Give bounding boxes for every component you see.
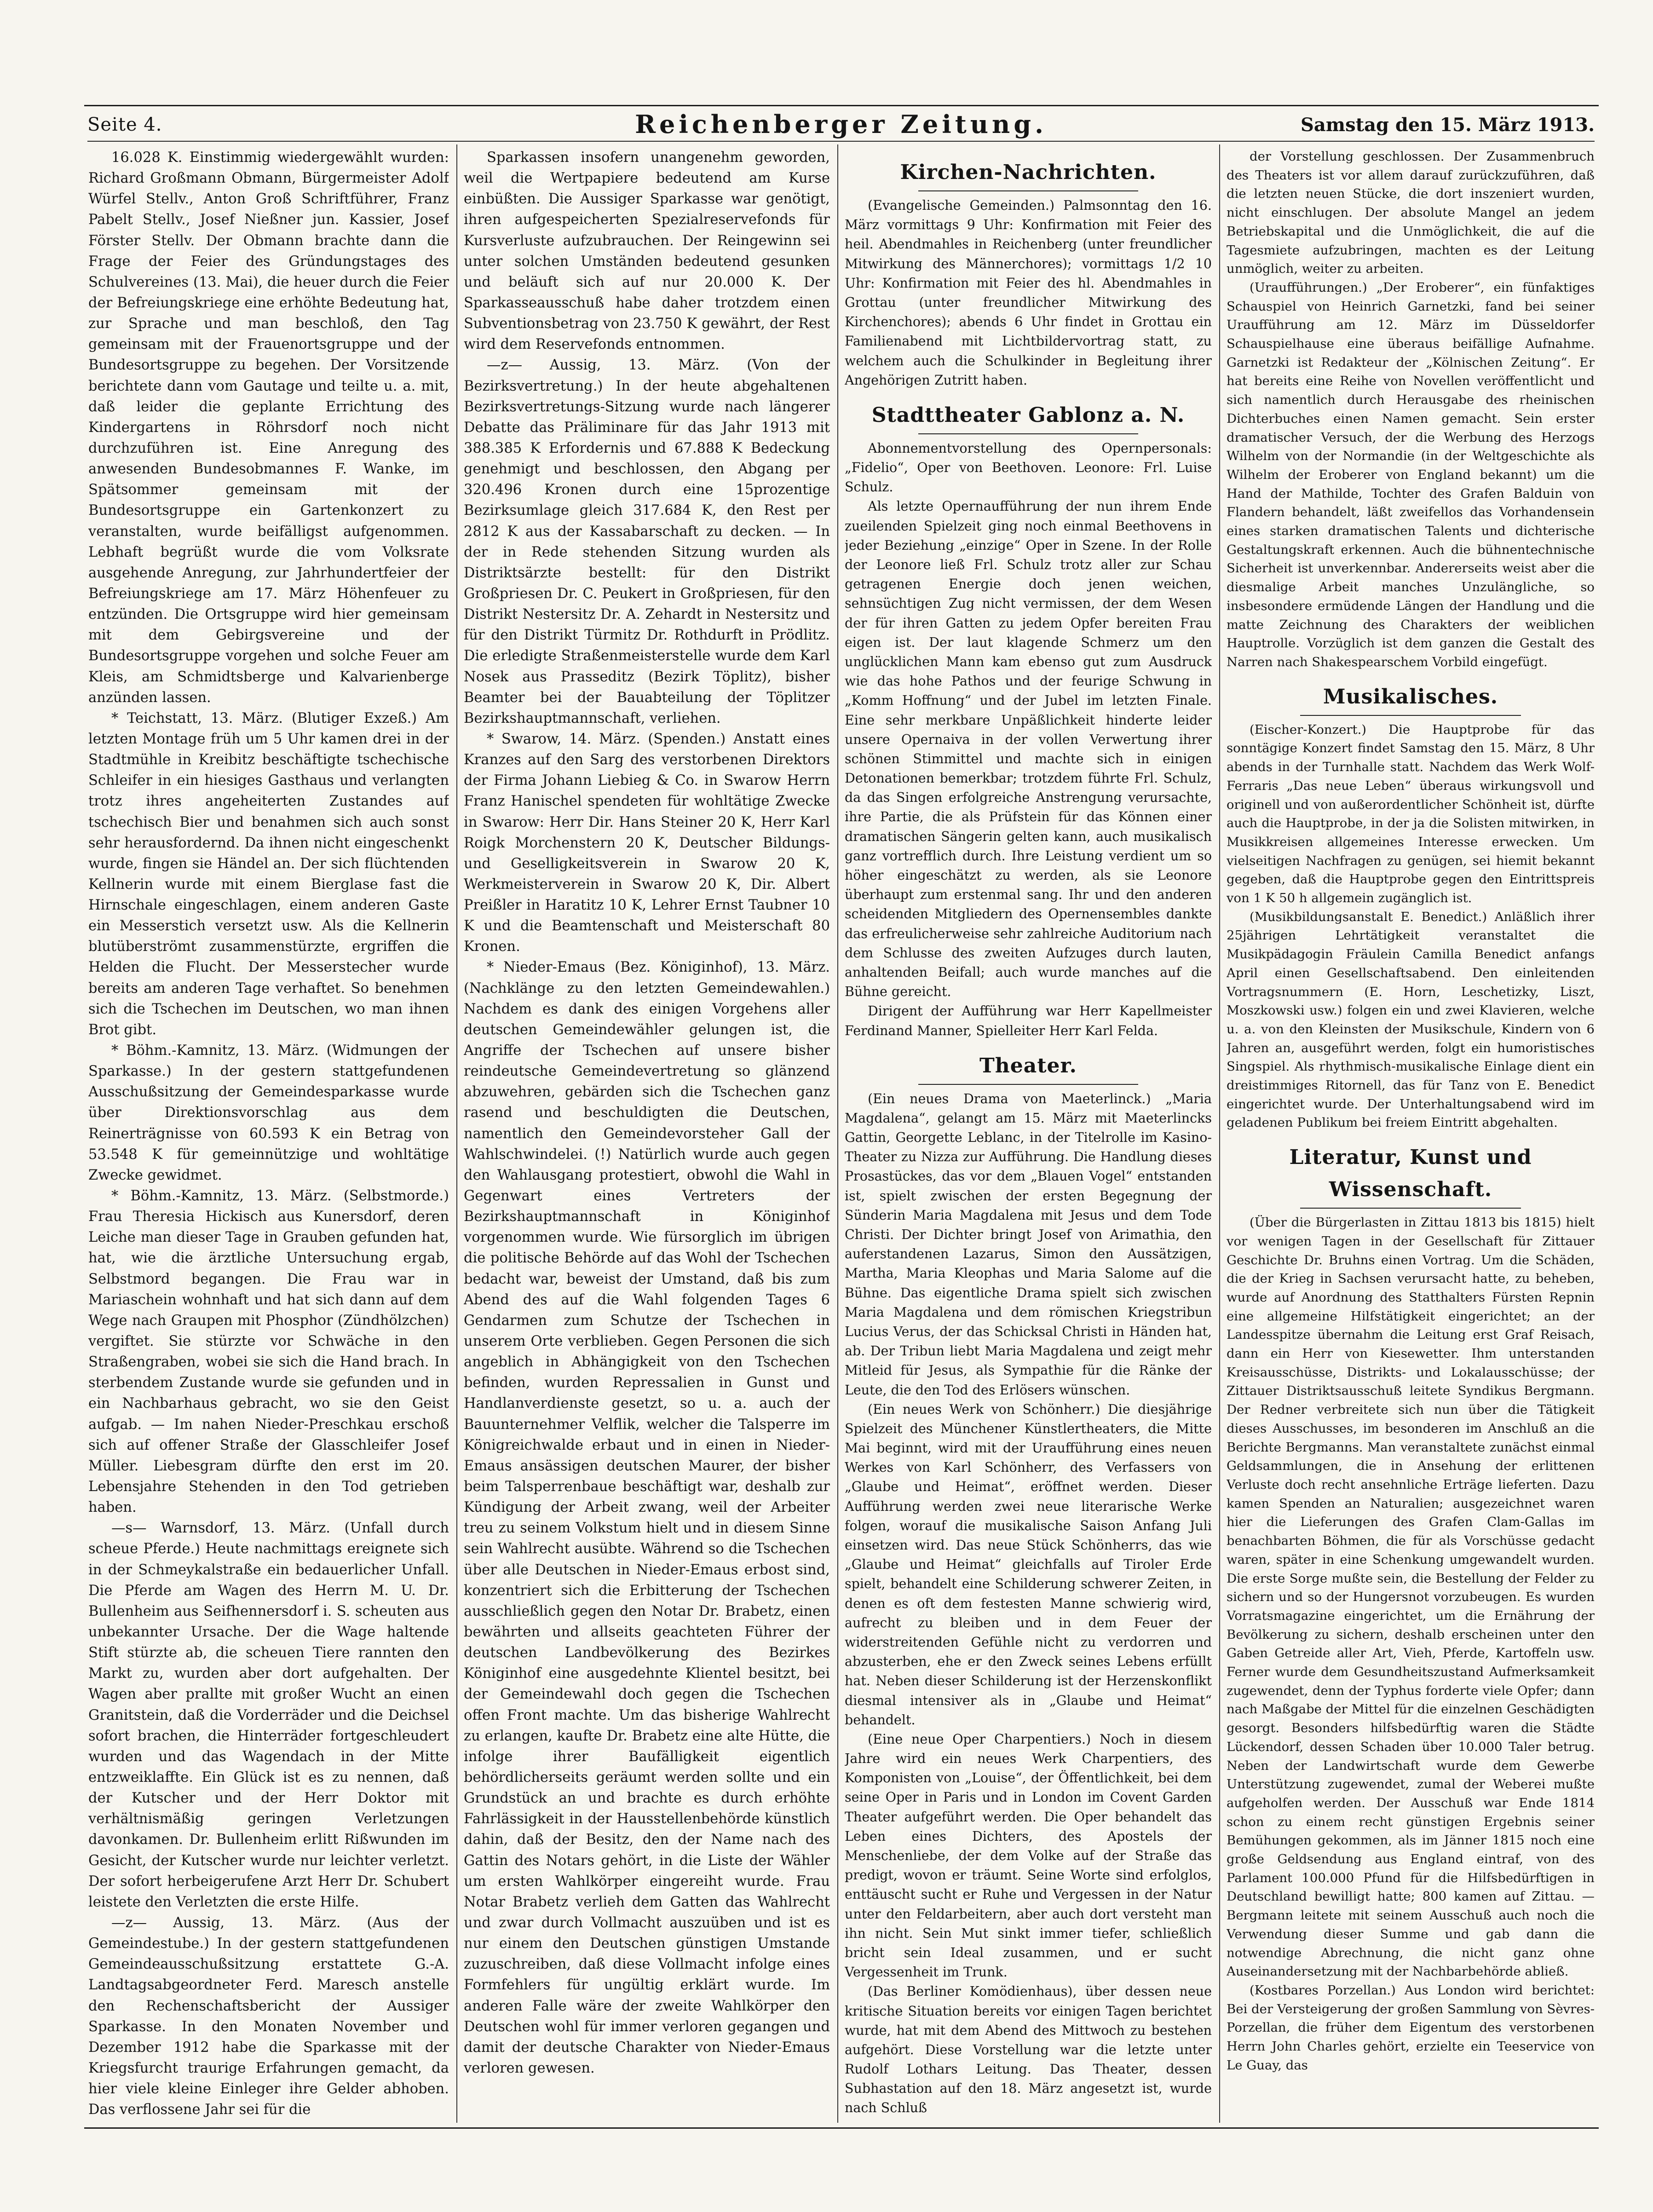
article-paragraph: * Nieder-Emaus (Bez. Königinhof), 13. März. (Nachklänge zu den letzten Gemeindewahlen.) Nachdem es dank des einigen Vorgehens aller deutschen Gemeindewähler gelungen ist, die Angriffe der Tschechen auf unsere bisher reindeutsche Gemeindevertretung so glänzend abzuwehren, gebärden sich die Tschechen ganz rasend und beschuldigten die Deutschen, namentlich den Gemeindevorsteher Gall der Wahlschwindelei. (!) Natürlich wurde auch gegen den Wahlausgang protestiert, obwohl die Wahl in Gegenwart eines Vertreters der Bezirkshauptmannschaft in Königinhof vorgenommen wurde. Wie fürsorglich im übrigen die politische Behörde auf das Wohl der Tschechen bedacht war, beweist der Umstand, daß bis zum Abend des auf die Wahl folgenden Tages 6 Gendarmen zum Schutze der Tschechen in unserem Orte verblieben. Gegen Personen die sich angeblich in Abhängigkeit von den Tschechen befinden, wurden Repressalien in Gunst und Handlanverdienste gesetzt, so u. a. auch der Bauunternehmer Velflik, welcher die Talsperre im Königreichwalde erbaut und in einen in Nieder-Emaus ansässigen deutschen Maurer, der bisher beim Talsperrenbaue beschäftigt war, deshalb zur Kündigung der Arbeit zwang, weil der Arbeiter treu zu seinem Volkstum hielt und in diesem Sinne sein Wahlrecht ausübte. Während so die Tschechen über alle Deutschen in Nieder-Emaus erbost sind, konzentriert sich die Erbitterung der Tschechen ausschließlich gegen den Notar Dr. Brabetz, einen bewährten und allseits geachteten Führer der deutschen Landbevölkerung des Bezirkes Königinhof eine ausgedehnte Klientel besitzt, bei der Gemeindewahl doch gegen die Tschechen offen Front machte. Um das bisherige Wahlrecht zu erlangen, kaufte Dr. Brabetz eine alte Hütte, die infolge ihrer Baufälligkeit eigentlich behördlicherseits geräumt werden sollte und ein Grundstück an und brachte es durch erhöhte Fahrlässigkeit in der Hausstellenbehörde künstlich dahin, daß der Besitz, den der Name nach des Gattin des Notars gehört, in die Liste der Wähler um ersten Wahlkörper eingereiht wurde. Frau Notar Brabetz verlieh dem Gatten das Wahlrecht und zwar durch Vollmacht auszuüben und ist es nur einem den Deutschen günstigen Umstande zuzuschreiben, daß diese Vollmacht infolge eines Formfehlers für ungültig erklärt wurde. Im anderen Falle wäre der zweite Wahlkörper den Deutschen wohl für immer verloren gegangen und damit der deutsche Charakter von Nieder-Emaus verloren gewesen. [464,959,830,2076]
section-rule [1300,1208,1521,1209]
article-paragraph: (Kostbares Porzellan.) Aus London wird berichtet: Bei der Versteigerung der großen Sammlung von Sèvres-Porzellan, die früher dem Eigentum des verstorbenen Herrn John Charles gehört, erzielte ein Teeservice von Le Guay, das [1227,1982,1595,2073]
section-rule [918,1084,1139,1085]
article-paragraph: —z— Aussig, 13. März. (Von der Bezirksvertretung.) In der heute abgehaltenen Bezirksvertretungs-Sitzung wurde nach längerer Debatte das Präliminare für das Jahr 1913 mit 388.385 K Erfordernis und 67.888 K Bedeckung genehmigt und beschlossen, den Abgang per 320.496 Kronen durch eine 15prozentige Bezirksumlage gleich 317.684 K, den Rest per 2812 K aus der Kassabarschaft zu decken. — In der in Rede stehenden Sitzung wurden als Distriktsärzte bestellt: für den Distrikt Großpriesen Dr. C. Peukert in Großpriesen, für den Distrikt Nestersitz Dr. A. Zehardt in Nestersitz und für den Distrikt Türmitz Dr. Rothdurft in Prödlitz. Die erledigte Straßenmeisterstelle wurde dem Karl Nosek aus Prasseditz (Bezirk Töplitz), bisher Beamter bei der Bauabteilung der Töplitzer Bezirkshauptmannschaft, verliehen. [464,357,830,726]
theater-continued [1227,147,1595,672]
column-divider [456,144,457,2123]
musik-text [1227,720,1595,1132]
article-paragraph: (Ein neues Werk von Schönherr.) Die diesjährige Spielzeit des Münchener Künstlertheaters, die Mitte Mai beginnt, wird mit der Uraufführung eines neuen Werkes von Karl Schönherr, des Verfassers von „Glaube und Heimat“, eröffnet werden. Dieser Aufführung werden zwei neue literarische Werke folgen, worauf die musikalische Saison Anfang Juli einsetzen wird. Das neue Stück Schönherrs, das wie „Glaube und Heimat“ gleichfalls auf Tiroler Erde spielt, behandelt eine Schilderung schwerer Zeiten, in denen es oft dem festesten Manne schwierig wird, aufrecht zu bleiben und in dem Feuer der widerstreitenden Gefühle nicht zu verdorren und abzusterben, ehe er den Zweck seines Lebens erfüllt hat. Neben dieser Schilderung ist der Herzenskonflikt diesmal intensiver als in „Glaube und Heimat“ behandelt. [845,1401,1212,1728]
article-paragraph: der Vorstellung geschlossen. Der Zusammenbruch des Theaters ist vor allem darauf zurückzuführen, daß die letzten neuen Stücke, die dort inszeniert wurden, nicht einschlugen. Der absolute Mangel an jedem Betriebskapital und die Unmöglichkeit, die auf die Tagesmiete aufzubringen, machten es der Leitung unmöglich, weiter zu arbeiten. [1227,149,1595,276]
article-paragraph: Sparkassen insofern unangenehm geworden, weil die Wertpapiere bedeutend am Kurse einbüßten. Die Aussiger Sparkasse war genötigt, ihren aufgespeicherten Spezialreservefonds für Kursverluste aufzubrauchen. Der Reingewinn sei unter solchen Umständen bedeutend gesunken und beläuft sich auf nur 20.000 K. Der Sparkasseausschuß habe daher trotzdem einen Subventionsbetrag von 23.750 K gewährt, der Rest wird dem Reservefonds entnommen. [464,150,830,353]
top-border [84,105,1599,106]
article-paragraph: Dirigent der Aufführung war Herr Kapellmeister Ferdinand Manner, Spielleiter Herr Karl Felda. [845,1003,1212,1038]
theater-text [845,1089,1212,2118]
column-1 [88,147,449,2121]
section-rule [918,190,1139,191]
article-paragraph: Als letzte Opernaufführung der nun ihrem Ende zueilenden Spielzeit ging noch einmal Beethovens in jeder Beziehung „einzige“ Oper in Szene. In der Rolle der Leonore ließ Frl. Schulz trotz aller zur Schau getragenen Energie doch jenen weichen, sehnsüchtigen Zug nicht vermissen, der dem Wesen der für ihren Gatten zu jedem Opfer bereiten Frau eigen ist. Der laut klagende Schmerz um den unglücklichen Mann kam ebenso gut zum Ausdruck wie das hohe Pathos und der feurige Schwung in „Komm Hoffnung“ und der Jubel im letzten Finale. Eine sehr merkbare Unpäßlichkeit hinderte leider unsere Opernaiva in der vollen Verwertung ihrer schönen Stimmittel und machte sich in einigen Detonationen bemerkbar; trotzdem führte Frl. Schulz, da das Singen erfolgreiche Anstrengung verursachte, ihre Partie, die als Prüfstein für das Können einer dramatischen Sängerin gelten kann, auch musikalisch ganz vortrefflich durch. Ihre Leistung verdient um so höher eingeschätzt zu werden, als sie Leonore überhaupt zum erstenmal sang. Ihr und den anderen scheidenden Mitgliedern des Opernensembles dankte das erfreulicherweise sehr zahlreiche Auditorium nach dem Schlusse des zweiten Aufzuges durch lauten, anhaltenden Beifall; auch wurde manches auf die Bühne gereicht. [845,499,1212,1000]
stadttheater-text [845,439,1212,1041]
article-paragraph: * Teichstatt, 13. März. (Blutiger Exzeß.) Am letzten Montage früh um 5 Uhr kamen drei in der Stadtmühle in Kreibitz beschäftigte tschechische Schleifer in ein hiesiges Gasthaus und verlangten trotz ihres angeheiterten Zustandes auf tschechisch Bier und benahmen sich auch sonst sehr herausfordernd. Da ihnen nicht eingeschenkt wurde, fingen sie Händel an. Der sich flüchtenden Kellnerin wurde mit einem Bierglase fast die Hirnschale eingeschlagen, einem anderen Gaste ein Messerstich versetzt usw. Als die Kellnerin blutüberströmt zusammenstürzte, ergriffen die Helden die Flucht. Der Messerstecher wurde bereits am anderen Tage verhaftet. So benehmen sich die Tschechen im Deutschen, wo man ihnen Brot gibt. [88,710,449,1038]
section-title-musik: Musikalisches. [1323,685,1498,709]
column-divider [837,144,838,2123]
bottom-border [84,2127,1599,2129]
article-paragraph: —s— Warnsdorf, 13. März. (Unfall durch scheue Pferde.) Heute nachmittags ereignete sich in der Schmeykalstraße ein bedauerlicher Unfall. Die Pferde am Wagen des Herrn M. U. Dr. Bullenheim aus Seifhennersdorf i. S. scheuten aus unbekannter Ursache. Der die Wage haltende Stift stürzte ab, die scheuen Tiere rannten den Markt zu, wurden aber dort aufgehalten. Der Wagen aber prallte mit großer Wucht an einen Granitstein, daß die Vorderräder und die Deichsel sofort brachen, die Hinterräder fortgeschleudert wurden und das Wagendach in der Mitte entzweiklaffte. Ein Glück ist es zu nennen, daß der Kutscher und der Herr Doktor mit verhältnismäßig geringen Verletzungen davonkamen. Dr. Bullenheim erlitt Rißwunden im Gesicht, der Kutscher wurde nur leichter verletzt. Der sofort herbeigerufene Arzt Herr Dr. Schubert leistete den Verletzten die erste Hilfe. [88,1520,449,1910]
section-title-literatur: Literatur, Kunst und Wissenschaft. [1289,1146,1532,1202]
section-title-theater: Theater. [979,1054,1077,1077]
page-header [87,109,1595,139]
masthead: Reichenberger Zeitung. [635,109,1047,139]
article-paragraph: * Böhm.-Kamnitz, 13. März. (Widmungen der Sparkasse.) In der gestern stattgefundenen Ausschußsitzung der Gemeindesparkasse wurde über Direktionsvorschlag aus dem Reinerträgnisse von 60.593 K ein Betrag von 53.548 K für gemeinnützige und wohltätige Zwecke gewidmet. [88,1043,449,1183]
article-paragraph: (Uraufführungen.) „Der Eroberer“, ein fünfaktiges Schauspiel von Heinrich Garnetzki, fand bei seiner Uraufführung am 12. März im Düsseldorfer Schauspielhause eine überaus beifällige Aufnahme. Garnetzki ist Redakteur der „Kölnischen Zeitung“. Er hat bereits eine Reihe von Novellen veröffentlicht und sich namentlich durch Herausgabe des rheinischen Dichterbuches einen Namen gemacht. Sein erster dramatischer Versuch, der die Werbung des Herzogs Wilhelm von der Normandie (in der Weltgeschichte als Wilhelm der Eroberer von England bekannt) um die Hand der Mathilde, Tochter des Grafen Balduin von Flandern behandelt, läßt zweifellos das Vorhandensein eines starken dramatischen Talents und dichterische Gestaltungskraft erkennen. Auch die bühnentechnische Sicherheit ist unverkennbar. Andererseits weist aber die diesmalige Arbeit manches Unzulängliche, so insbesondere ermüdende Längen der Handlung und die matte Zeichnung des Charakters der weiblichen Hauptrolle. Vorzüglich ist dem ganzen die Gestalt des Narren nach Shakespearschem Vorbild eingefügt. [1227,280,1595,669]
article-paragraph: * Swarow, 14. März. (Spenden.) Anstatt eines Kranzes auf den Sarg des verstorbenen Direktors der Firma Johann Liebieg & Co. in Swarow Herrn Franz Hanischel spendeten für wohltätige Zwecke in Swarow: Herr Dir. Hans Steiner 20 K, Herr Karl Roigk Morchenstern 20 K, Deutscher Bildungs- und Geselligkeitsverein in Swarow 20 K, Werkmeisterverein in Swarow 20 K, Dir. Albert Preißler in Haratitz 10 K, Lehrer Ernst Taubner 10 K und die Beamtenschaft und Meisterschaft 80 Kronen. [464,731,830,955]
column-divider [1219,144,1220,2123]
article-paragraph: —z— Aussig, 13. März. (Aus der Gemeindestube.) In der gestern stattgefundenen Gemeindeausschußsitzung erstattete G.-A. Landtagsabgeordneter Ferd. Maresch anstelle den Rechenschaftsbericht der Aussiger Sparkasse. In den Monaten November und Dezember 1912 habe die Sparkasse mit der Kriegsfurcht traurige Erfahrungen gemacht, da hier viele kleine Einleger ihre Gelder abhoben. Das verflossene Jahr sei für die [88,1914,449,2118]
column-4 [1227,147,1595,2121]
page-number: Seite 4. [87,114,162,135]
section-title-kirchen: Kirchen-Nachrichten. [900,161,1157,184]
article-paragraph: (Das Berliner Komödienhaus), über dessen neue kritische Situation bereits vor einigen Tagen berichtet wurde, hat mit dem Abend des Mittwoch zu bestehen aufgehört. Diese Vorstellung war die letzte unter Rudolf Lothars Leitung. Das Theater, dessen Subhastation auf den 18. März angesetzt ist, wurde nach Schluß [845,1984,1212,2116]
kirchen-text [845,196,1212,390]
article-paragraph: 16.028 K. Einstimmig wiedergewählt wurden: Richard Großmann Obmann, Bürgermeister Adolf Würfel Stellv., Anton Groß Schriftführer, Franz Pabelt Stellv., Josef Nießner jun. Kassier, Josef Förster Stellv. Der Obmann brachte dann die Frage der Feier des Gründungstages des Schulvereines (13. Mai), die heuer durch die Feier der Befreiungskriege eine erhöhte Bedeutung hat, zur Sprache und man beschloß, den Tag gemeinsam mit der Frauenortsgruppe und der Bundesortsgruppe zu begehen. Der Vorsitzende berichtete dann vom Gautage und teilte u. a. mit, daß leider die geplante Errichtung des Kindergartens in Röhrsdorf noch nicht durchzuführen ist. Eine Anregung des anwesenden Bundesobmannes F. Wanke, im Spätsommer gemeinsam mit der Bundesortsgruppe ein Gartenkonzert zu veranstalten, wurde beifälligst aufgenommen. Lebhaft begrüßt wurde die vom Volksrate ausgehende Anregung, zur Jahrhundertfeier der Befreiungskriege am 17. März Höhenfeuer zu entzünden. Die Ortsgruppe wird hier gemeinsam mit dem Gebirgsvereine und der Bundesortsgruppe vorgehen und solche Feuer am Kleis, am Schmidtsberge und Kalvarienberge anzünden lassen. [88,150,449,706]
article-paragraph: (Ein neues Drama von Maeterlinck.) „Maria Magdalena“, gelangt am 15. März mit Maeterlincks Gattin, Georgette Leblanc, in der Titelrolle im Kasino-Theater zu Nizza zur Aufführung. Die Handlung dieses Prosastückes, das vor dem „Blauen Vogel“ entstanden ist, spielt zwischen der ersten Begegnung der Sünderin Maria Magdalena mit Jesus und dem Tode Christi. Der Dichter bringt Josef von Arimathia, den auferstandenen Lazarus, Simon den Aussätzigen, Martha, Maria Kleophas und Maria Salome auf die Bühne. Das eigentliche Drama spielt sich zwischen Maria Magdalena und dem römischen Kriegstribun Lucius Verus, der das Schicksal Christi in Händen hat, ab. Der Tribun liebt Maria Magdalena und zeigt mehr Mitleid für Jesus, als Sympathie für die Ränke der Leute, die den Tod des Erlösers wünschen. [845,1091,1212,1398]
article-paragraph: (Eine neue Oper Charpentiers.) Noch in diesem Jahre wird ein neues Werk Charpentiers, des Komponisten von „Louise“, der Öffentlichkeit, bei dem seine Oper in Paris und in London im Covent Garden Theater aufgeführt werden. Die Oper behandelt das Leben eines Dichters, des Apostels der Menschenliebe, der dem Volke auf der Straße das predigt, wovon er träumt. Seine Worte sind erfolglos, enttäuscht sucht er Ruhe und Vergessen in der Natur unter den Feldarbeitern, aber auch dort versteht man ihn nicht. Sein Mut sinkt immer tiefer, schließlich bricht sein Ideal zusammen, und er sucht Vergessenheit im Trunk. [845,1731,1212,1980]
section-rule [1300,715,1521,716]
article-paragraph: (Über die Bürgerlasten in Zittau 1813 bis 1815) hielt vor wenigen Tagen in der Gesellschaft für Zittauer Geschichte Dr. Bruhns einen Vortrag. Um die Schäden, die der Krieg in Sachsen verursacht hatte, zu beheben, wurde auf Anordnung des Statthalters Fürsten Repnin eine allgemeine Hilfstätigkeit eingerichtet; an der Landesspitze übernahm die Leitung erst Graf Reisach, dann ein Herr von Kiesewetter. Ihm unterstanden Kreisausschüsse, Distrikts- und Lokalausschüsse; der Zittauer Distriktsausschuß leitete Syndikus Bergmann. Der Redner verbreitete sich nun über die Tätigkeit dieses Ausschusses, im besonderen im Anschluß an die Berichte Bergmanns. Man veranstaltete zunächst einmal Geldsammlungen, die in Ansehung der erlittenen Verluste doch recht ansehnliche Erträge lieferten. Dazu kamen Spenden an Naturalien; ausgezeichnet waren hier die Lieferungen des Grafen Clam-Gallas im benachbarten Böhmen, die für als Vorschüsse gedacht waren, später in eine Schenkung umgewandelt wurden. Die erste Sorge mußte sein, die Bestellung der Felder zu sichern und so der Hungersnot vorzubeugen. Es wurden Vorratsmagazine eingerichtet, um die Ernährung der Bevölkerung zu sichern, deshalb erscheinen unter den Gaben Getreide aller Art, Vieh, Pferde, Kartoffeln usw. Ferner wurde dem Gesundheitszustand Aufmerksamkeit zugewendet, denn der Typhus forderte viele Opfer; dann nach Maßgabe der Mittel für die einzelnen Geschädigten gesorgt. Besonders hilfsbedürftig waren die Städte Lückendorf, dessen Schaden über 10.000 Taler betrug. Neben der Landwirtschaft wurde dem Gewerbe Unterstützung zugewendet, zumal der Weberei mußte aufgeholfen werden. Der Ausschuß war Ende 1814 schon zu einem recht günstigen Ergebnis seiner Bemühungen gekommen, als im Jänner 1815 noch eine große Geldsendung aus England eintraf, von des Parlament 100.000 Pfund für die Hilfsbedürftigen in Deutschland bewilligt hatte; 800 kamen auf Zittau. — Bergmann leitete mit seinem Ausschuß auch noch die Verwendung dieser Summe und gab dann die notwendige Abrechnung, die nicht ganz ohne Auseinandersetzung mit der Nachbarbehörde abließ. [1227,1215,1595,1979]
article-paragraph: (Eischer-Konzert.) Die Hauptprobe für das sonntägige Konzert findet Samstag den 15. März, 8 Uhr abends in der Turnhalle statt. Nachdem das Werk Wolf-Ferraris „Das neue Leben“ überaus wirkungsvoll und originell und von außerordentlicher Schönheit ist, dürfte auch die Hauptprobe, in der ja die Solisten mitwirken, in Musikkreisen allgemeines Interesse erwecken. Um vielseitigen Nachfragen zu genügen, sei hiemit bekannt gegeben, daß die Hauptprobe gegen den Eintrittspreis von 1 K 50 h allgemein zugänglich ist. [1227,722,1595,906]
article-paragraph: (Musikbildungsanstalt E. Benedict.) Anläßlich ihrer 25jährigen Lehrtätigkeit veranstaltet die Musikpädagogin Fräulein Camilla Benedict anfangs April einen Gesellschaftsabend. Den einleitenden Vortragsnummern (E. Horn, Leschetizky, Liszt, Moszkowski usw.) folgen ein und zwei Klavieren, welche u. a. von den Kleinsten der Musikschule, Kindern von 6 Jahren an, ausgeführt werden, folgt ein humoristisches Singspiel. Als rhythmisch-musikalische Einlage dient ein dreistimmiges Ritornell, das für Tanz von E. Benedict eingerichtet wurde. Der Unterhaltungsabend wird im geladenen Publikum bei freiem Eintritt abgehalten. [1227,909,1595,1130]
article-paragraph: * Böhm.-Kamnitz, 13. März. (Selbstmorde.) Frau Theresia Hickisch aus Kunersdorf, deren Leiche man dieser Tage in Grauben gefunden hat, hat, wie die ärztliche Untersuchung ergab, Selbstmord begangen. Die Frau war in Mariaschein wohnhaft und hat sich dann auf dem Wege nach Graupen mit Phosphor (Zündhölzchen) vergiftet. Sie stürzte vor Schwäche in den Straßengraben, wobei sie sich die Hand brach. In sterbendem Zustande wurde sie gefunden und in ein Nachbarhaus gebracht, wo sie den Geist aufgab. — Im nahen Nieder-Preschkau erschoß sich auf offener Straße der Glasschleifer Josef Müller. Liebesgram dürfte den erst im 20. Lebensjahre Stehenden in den Tod getrieben haben. [88,1188,449,1516]
section-title-stadttheater: Stadttheater Gablonz a. N. [871,403,1185,427]
column-2 [464,147,830,2121]
article-paragraph: (Evangelische Gemeinden.) Palmsonntag den 16. März vormittags 9 Uhr: Konfirmation mit Feier des heil. Abendmahles in Reichenberg (unter freundlicher Mitwirkung des Männerchores); vormittags 1/2 10 Uhr: Konfirmation mit Feier des hl. Abendmahles in Grottau (unter freundlicher Mitwirkung des Kirchenchores); abends 6 Uhr findet in Grottau ein Familienabend mit Lichtbildervortrag statt, zu welchem auch die Schulkinder in Begleitung ihrer Angehörigen Zutritt haben. [845,198,1212,388]
literatur-text [1227,1213,1595,2074]
issue-date: Samstag den 15. März 1913. [1300,114,1595,136]
column-3 [845,147,1212,2121]
section-rule [918,433,1139,434]
article-paragraph: Abonnementvorstellung des Opernpersonals: „Fidelio“, Oper von Beethoven. Leonore: Frl. Luise Schulz. [845,440,1212,495]
header-rule [87,141,1595,142]
